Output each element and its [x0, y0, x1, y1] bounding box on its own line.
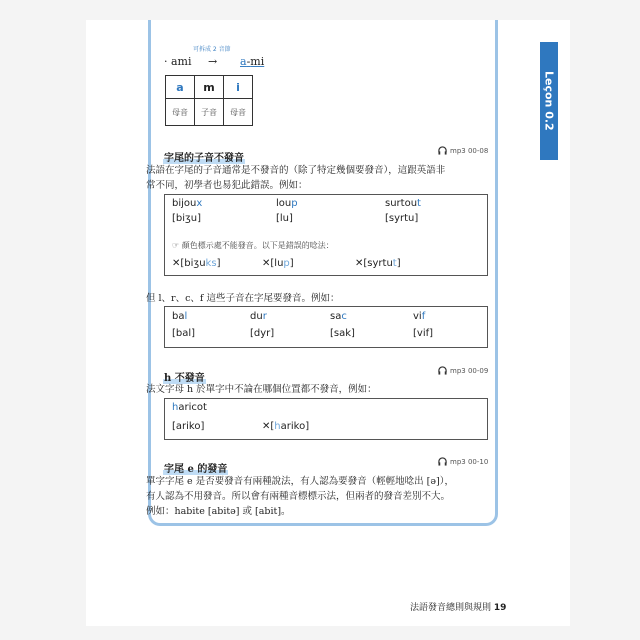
sec1-note: ☞ 顏色標示處不能發音。以下是錯誤的唸法：	[172, 241, 334, 250]
sec1b-ipa-2: [dyr]	[250, 328, 275, 339]
sec2-audio[interactable]	[438, 366, 488, 375]
sec1-word-3: surtout	[385, 198, 421, 209]
sec1b-word-4: vif	[413, 311, 426, 322]
sec2-line: 法文字母 h 於單字中不論在哪個位置都不發音，例如：	[146, 384, 377, 395]
sec3-line1: 單字字尾 e 是否要發音有兩種說法，有人認為要發音（輕輕地唸出 [ə]），	[146, 476, 454, 487]
sec1-mp3-label: mp3 00-08	[450, 146, 489, 155]
cross-icon: ✕	[355, 258, 364, 269]
footer	[410, 600, 506, 613]
table-cell-consonant: 子音	[195, 99, 224, 126]
sec2-ipa: [ariko]	[172, 421, 205, 432]
sec1-wrong-3: ✕[syrtut]	[355, 258, 401, 269]
headphones-icon	[438, 146, 447, 155]
headphones-icon	[438, 457, 447, 466]
sec1-ipa-2: [lu]	[276, 213, 293, 224]
sec1b-line: 但 l、r、c、f 這些子音在字尾要發音。例如：	[146, 293, 340, 304]
sec1-ipa-3: [syrtu]	[385, 213, 419, 224]
sec3-line2: 有人認為不用發音。所以會有兩種音標標示法，但兩者的發音差別不大。	[146, 491, 451, 502]
sec1b-ipa-1: [bal]	[172, 328, 196, 339]
sec1-word-1: bijoux	[172, 198, 203, 209]
sec1b-example-box	[164, 306, 488, 348]
sec1-audio[interactable]	[438, 146, 488, 155]
split-a: a	[240, 55, 247, 68]
lesson-tab: Leçon 0.2	[540, 42, 558, 160]
intro-word: · ami	[164, 55, 192, 68]
split-mi: mi	[250, 55, 265, 68]
sec1b-word-1: bal	[172, 311, 188, 322]
sec1-heading: 字尾的子音不發音	[164, 153, 244, 164]
sec3-heading: 字尾 e 的發音	[164, 464, 228, 475]
split-dash: -	[246, 55, 251, 68]
sec3-line3: 例如：habite [abitə] 或 [abit]。	[146, 506, 291, 517]
sec2-mp3-label: mp3 00-09	[450, 366, 489, 375]
sec2-heading: h 不發音	[164, 373, 205, 384]
sec1-ipa-1: [biʒu]	[172, 213, 202, 224]
page-number: 19	[493, 603, 507, 613]
sec1b-word-2: dur	[250, 311, 267, 322]
sec2-example-box	[164, 398, 488, 440]
sec1-line1: 法語在字尾的子音通常是不發音的（除了特定幾個要發音），這跟英語非	[146, 165, 446, 176]
sec1-wrong-1: ✕[biʒuks]	[172, 258, 221, 269]
cross-icon: ✕	[172, 258, 181, 269]
sec3-mp3-label: mp3 00-10	[450, 457, 489, 466]
sec1b-word-3: sac	[330, 311, 347, 322]
sec1b-ipa-4: [vif]	[413, 328, 434, 339]
sec2-wrong: ✕[hariko]	[262, 421, 310, 432]
syllable-table	[165, 75, 253, 126]
sec1b-ipa-3: [sak]	[330, 328, 355, 339]
table-cell-m: m	[195, 76, 224, 99]
sec2-word: haricot	[172, 402, 207, 413]
table-cell-vowel-1: 母音	[166, 99, 195, 126]
table-cell-vowel-2: 母音	[224, 99, 253, 126]
cross-icon: ✕	[262, 421, 271, 432]
arrow-icon: →	[208, 55, 218, 68]
sec1-word-2: loup	[276, 198, 298, 209]
headphones-icon	[438, 366, 447, 375]
table-cell-a: a	[166, 76, 195, 99]
table-cell-i: i	[224, 76, 253, 99]
sec3-audio[interactable]	[438, 457, 488, 466]
syllable-hint: 可拆成 2 音節	[193, 46, 231, 53]
cross-icon: ✕	[262, 258, 271, 269]
sec1-line2: 常不同，初學者也易犯此錯誤。例如：	[146, 180, 308, 191]
intro-split	[240, 55, 264, 68]
footer-title: 法語發音總則與規則	[410, 603, 492, 613]
sec1-wrong-2: ✕[lup]	[262, 258, 294, 269]
